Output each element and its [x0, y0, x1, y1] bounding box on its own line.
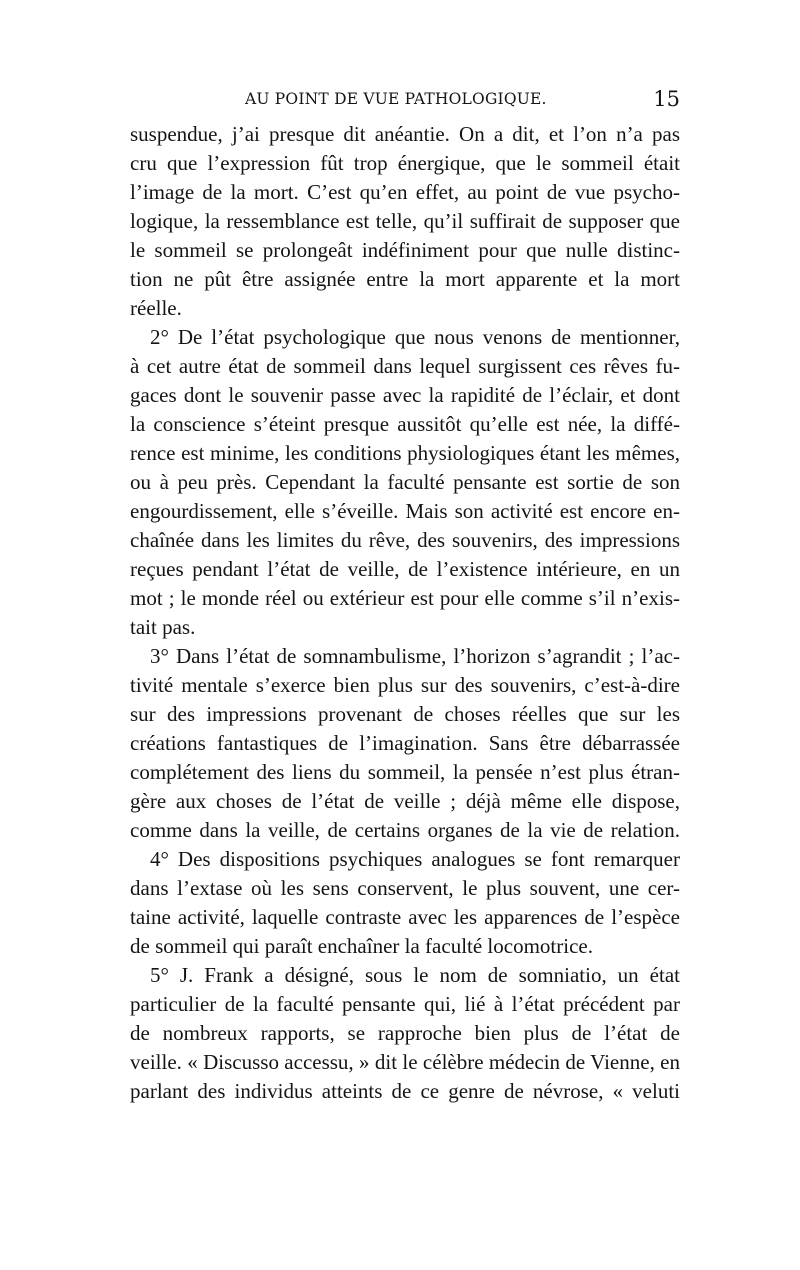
text-line: gère aux choses de l’état de veille ; déjà même elle dispose, — [130, 789, 680, 813]
text-line: le sommeil se prolongeât indéfiniment pour que nulle distinc- — [130, 238, 680, 262]
text-line: complétement des liens du sommeil, la pensée n’est plus étran- — [130, 760, 680, 784]
text-line: veille. « Discusso accessu, » dit le célèbre médecin de Vienne, en — [130, 1050, 680, 1074]
text-line: cru que l’expression fût trop énergique, que le sommeil était — [130, 151, 680, 175]
text-line: dans l’extase où les sens conservent, le plus souvent, une cer- — [130, 876, 680, 900]
text-line: à cet autre état de sommeil dans lequel surgissent ces rêves fu- — [130, 354, 680, 378]
text-line: tivité mentale s’exerce bien plus sur des souvenirs, c’est-à-dire — [130, 673, 680, 697]
text-line: parlant des individus atteints de ce genre de névrose, « veluti — [130, 1079, 680, 1103]
text-line: taine activité, laquelle contraste avec les apparences de l’espèce — [130, 905, 680, 929]
text-line: créations fantastiques de l’imagination. Sans être débarrassée — [130, 731, 680, 755]
page-number: 15 — [653, 87, 680, 111]
text-line: gaces dont le souvenir passe avec la rapidité de l’éclair, et dont — [130, 383, 680, 407]
text-line: comme dans la veille, de certains organes de la vie de relation. — [130, 818, 680, 842]
text-line: mot ; le monde réel ou extérieur est pour elle comme s’il n’exis- — [130, 586, 680, 610]
text-line: 2° De l’état psychologique que nous venons de mentionner, — [150, 325, 680, 349]
text-line: ou à peu près. Cependant la faculté pensante est sortie de son — [130, 470, 680, 494]
text-line: l’image de la mort. C’est qu’en effet, au point de vue psycho- — [130, 180, 680, 204]
text-line: particulier de la faculté pensante qui, lié à l’état précédent par — [130, 992, 680, 1016]
text-line: de nombreux rapports, se rapproche bien plus de l’état de — [130, 1021, 680, 1045]
body-text — [130, 120, 680, 1106]
text-line: tion ne pût être assignée entre la mort apparente et la mort — [130, 267, 680, 291]
running-header — [130, 87, 680, 117]
running-title: AU POINT DE VUE PATHOLOGIQUE. — [245, 90, 547, 108]
text-line: engourdissement, elle s’éveille. Mais son activité est encore en- — [130, 499, 680, 523]
text-line: rence est minime, les conditions physiologiques étant les mêmes, — [130, 441, 680, 465]
text-line: de sommeil qui paraît enchaîner la faculté locomotrice. — [130, 934, 593, 958]
text-line: suspendue, j’ai presque dit anéantie. On a dit, et l’on n’a pas — [130, 122, 680, 146]
text-line: la conscience s’éteint presque aussitôt qu’elle est née, la diffé- — [130, 412, 680, 436]
text-line: 4° Des dispositions psychiques analogues se font remarquer — [150, 847, 680, 871]
text-line: chaînée dans les limites du rêve, des souvenirs, des impressions — [130, 528, 680, 552]
text-line: logique, la ressemblance est telle, qu’il suffirait de supposer que — [130, 209, 680, 233]
text-line: tait pas. — [130, 615, 196, 639]
text-line: réelle. — [130, 296, 182, 320]
text-line: sur des impressions provenant de choses réelles que sur les — [130, 702, 680, 726]
text-line: reçues pendant l’état de veille, de l’existence intérieure, en un — [130, 557, 680, 581]
text-line: 3° Dans l’état de somnambulisme, l’horizon s’agrandit ; l’ac- — [150, 644, 680, 668]
text-line: 5° J. Frank a désigné, sous le nom de somniatio, un état — [150, 963, 680, 987]
